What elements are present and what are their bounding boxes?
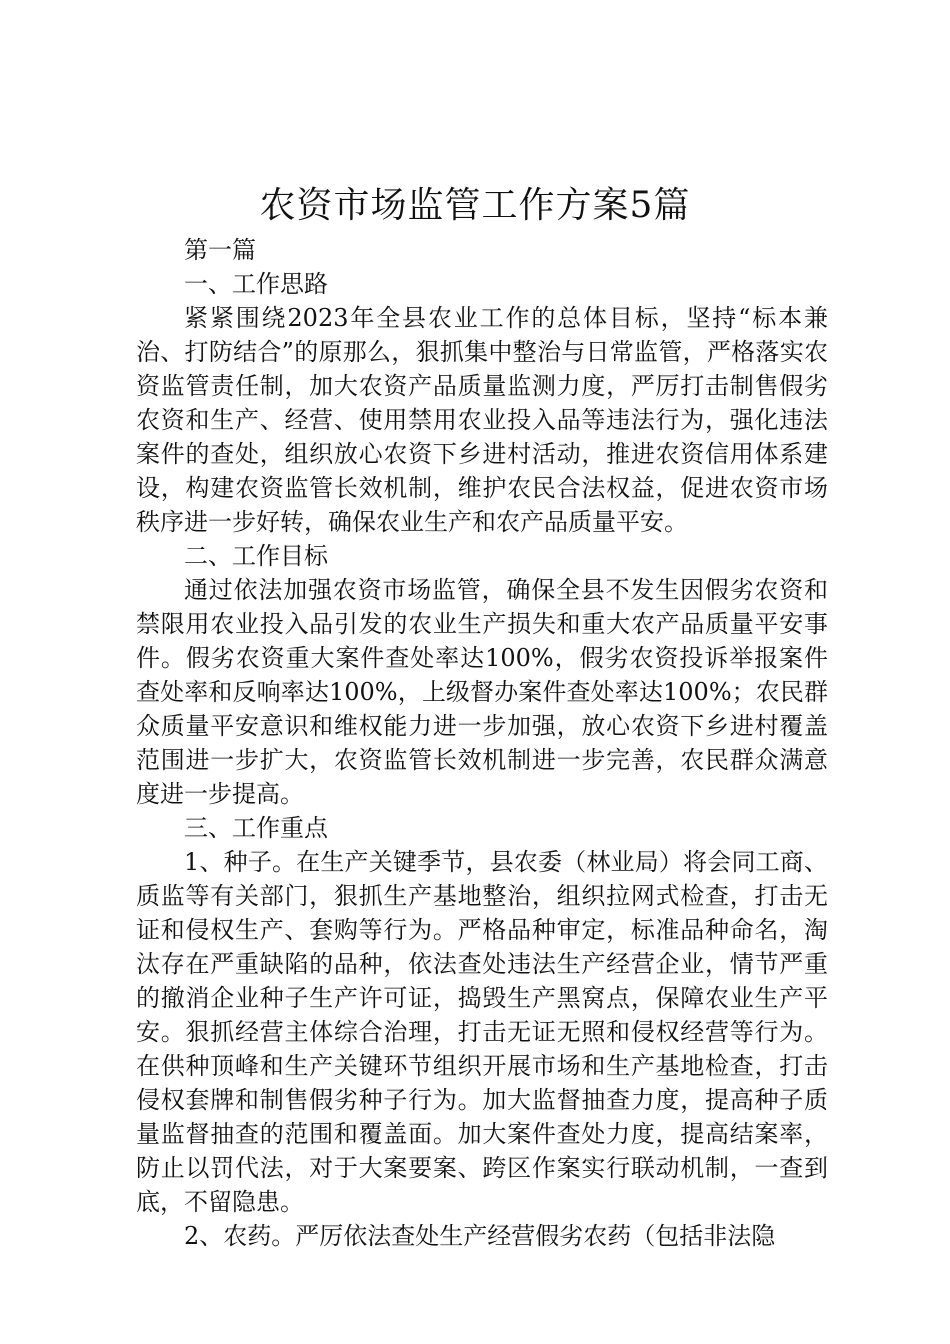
document-title: 农资市场监管工作方案5篇 [259, 185, 691, 226]
paragraph-work-approach: 紧紧围绕2023年全县农业工作的总体目标，坚持“标本兼治、打防结合”的原那么，狠抓集中整治与日常监管，严格落实农资监管责任制，加大农资产品质量监测力度，严厉打击制售假劣农资和生产、经营、使用禁用农业投入品等违法行为，强化违法案件的查处，组织放心农资下乡进村活动，推进农资信用体系建设，构建农资监管长效机制，维护农民合法权益，促进农资市场秩序进一步好转，确保农业生产和农产品质量平安。 [136, 304, 828, 536]
heading-work-approach: 一、工作思路 [184, 270, 328, 298]
heading-work-goals: 二、工作目标 [184, 542, 328, 570]
document-body [136, 233, 828, 1253]
paragraph-pesticides: 2、农药。严厉依法查处生产经营假劣农药（包括非法隐 [184, 1222, 776, 1250]
paragraph-work-goals: 通过依法加强农资市场监管，确保全县不发生因假劣农资和禁限用农业投入品引发的农业生产损失和重大农产品质量平安事件。假劣农资重大案件查处率达100%，假劣农资投诉举报案件查处率和反响率达100%，上级督办案件查处率达100%；农民群众质量平安意识和维权能力进一步加强，放心农资下乡进村覆盖范围进一步扩大，农资监管长效机制进一步完善，农民群众满意度进一步提高。 [136, 576, 828, 808]
heading-work-focus: 三、工作重点 [184, 814, 328, 842]
section-label: 第一篇 [184, 236, 256, 264]
paragraph-seeds: 1、种子。在生产关键季节，县农委（林业局）将会同工商、质监等有关部门，狠抓生产基地整治，组织拉网式检查，打击无证和侵权生产、套购等行为。严格品种审定，标准品种命名，淘汰存在严重缺陷的品种，依法查处违法生产经营企业，情节严重的撤消企业种子生产许可证，捣毁生产黑窝点，保障农业生产平安。狠抓经营主体综合治理，打击无证无照和侵权经营等行为。在供种顶峰和生产关键环节组织开展市场和生产基地检查，打击侵权套牌和制售假劣种子行为。加大监督抽查力度，提高种子质量监督抽查的范围和覆盖面。加大案件查处力度，提高结案率，防止以罚代法，对于大案要案、跨区作案实行联动机制，一查到底，不留隐患。 [136, 848, 828, 1216]
